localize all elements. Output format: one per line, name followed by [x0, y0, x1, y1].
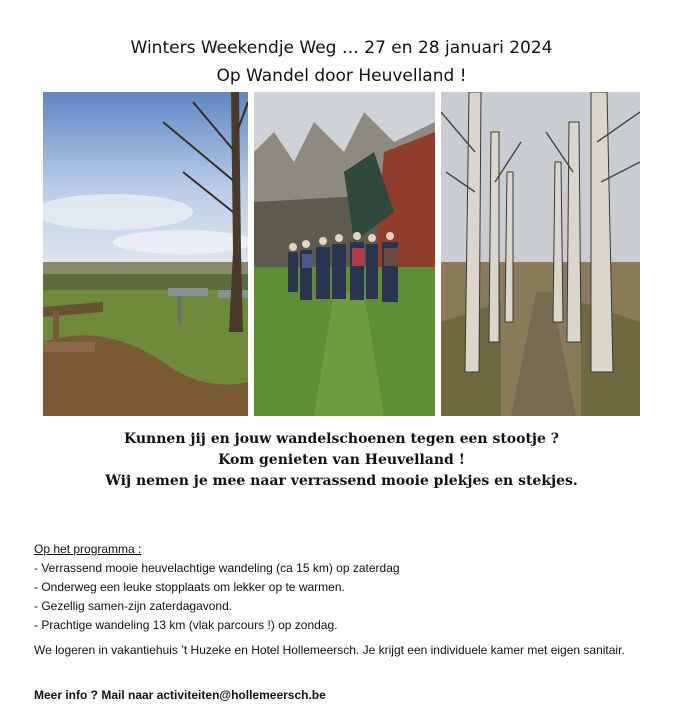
more-info-label: Meer info ? Mail naar: [34, 688, 157, 702]
landscape-viewpoint-photo: [43, 92, 248, 416]
intro-line-2: Kom genieten van Heuvelland !: [218, 452, 465, 468]
more-info-line: [34, 688, 326, 702]
program-item: - Gezellig samen-zijn zaterdagavond.: [34, 599, 233, 613]
program-heading: Op het programma :: [34, 542, 142, 556]
program-item: - Prachtige wandeling 13 km (vlak parcours !) op zondag.: [34, 618, 338, 632]
accommodation-text: We logeren in vakantiehuis ’t Huzeke en Hotel Hollemeersch. Je krijgt een individuele kamer met eigen sanitair.: [34, 643, 625, 657]
intro-line-3: Wij nemen je mee naar verrassend mooie plekjes en stekjes.: [105, 473, 578, 489]
birch-avenue-photo: [441, 92, 640, 416]
title-line-1: Winters Weekendje Weg … 27 en 28 januari 2024: [130, 38, 553, 58]
program-item: - Verrassend mooie heuvelachtige wandeling (ca 15 km) op zaterdag: [34, 561, 400, 575]
program-item: - Onderweg een leuke stopplaats om lekker op te warmen.: [34, 580, 345, 594]
intro-line-1: Kunnen jij en jouw wandelschoenen tegen een stootje ?: [124, 431, 559, 447]
email-link[interactable]: activiteiten@hollemeersch.be: [156, 688, 326, 702]
hikers-group-photo: [254, 92, 435, 416]
title-line-2: Op Wandel door Heuvelland !: [216, 66, 467, 86]
program-section: [34, 540, 654, 635]
intro-text: [0, 429, 683, 492]
